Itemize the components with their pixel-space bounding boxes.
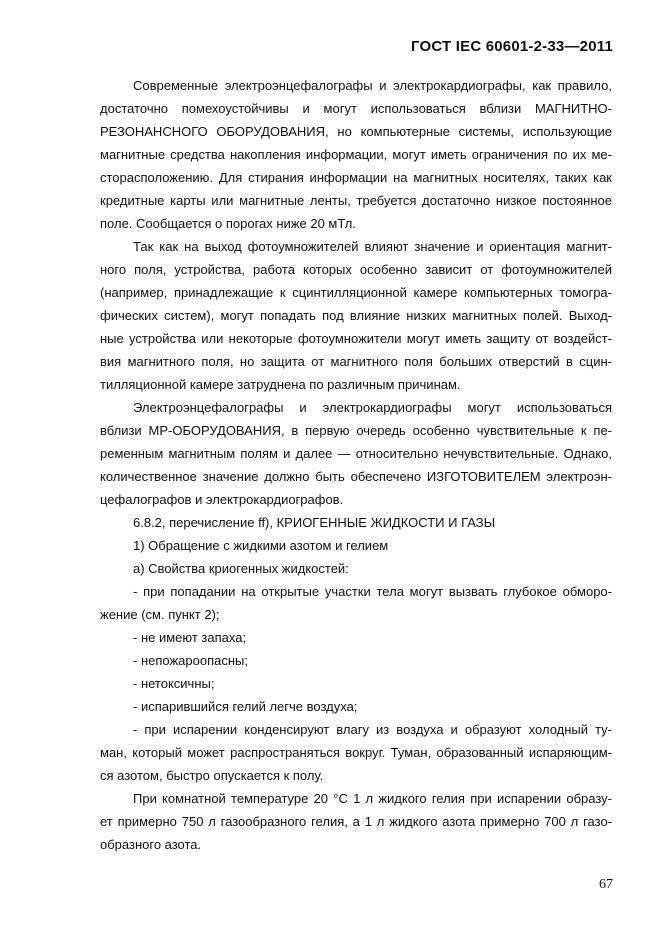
text-line: тилляционной камере затруднена по различным причинам. [100, 377, 461, 392]
document-body [100, 74, 612, 856]
text-line: кредитные карты или магнитные ленты, требуется достаточно низкое постоянное [100, 193, 612, 208]
document-header: ГОСТ IEC 60601-2-33—2011 [410, 38, 613, 55]
text-line: - непожароопасны; [133, 653, 248, 668]
text-line: образного азота. [100, 837, 202, 852]
paragraph [100, 718, 612, 787]
text-line: ман, который может распространяться вокруг. Туман, образованный испаряющим- [100, 745, 612, 760]
text-line: - нетоксичны; [133, 676, 215, 691]
text-line: вия магнитного поля, но защита от магнитного поля больших отверстий в сцин- [100, 354, 612, 369]
text-line: жение (см. пункт 2); [100, 607, 220, 622]
text-line: количественное значение должно быть обеспечено ИЗГОТОВИТЕЛЕМ электроэн- [100, 469, 612, 484]
text-line: - при испарении конденсируют влагу из воздуха и образуют холодный ту- [133, 722, 612, 737]
text-line: - не имеют запаха; [133, 630, 247, 645]
text-line: магнитные средства накопления информации, могут иметь ограничения по их ме- [100, 147, 612, 162]
text-line: ременным магнитным полям и далее — относительно нечувствительные. Однако, [100, 446, 612, 461]
paragraph [100, 557, 612, 580]
text-line: a) Свойства криогенных жидкостей: [133, 561, 349, 576]
paragraph [100, 534, 612, 557]
page-number: 67 [599, 877, 613, 892]
paragraph [100, 74, 612, 235]
text-line: фических систем), могут попадать под влияние низких магнитных полей. Выход- [100, 308, 612, 323]
paragraph [100, 626, 612, 649]
text-line: РЕЗОНАНСНОГО ОБОРУДОВАНИЯ, но компьютерные системы, использующие [100, 124, 612, 139]
text-line: сторасположению. Для стирания информации на магнитных носителях, таких как [100, 170, 612, 185]
text-line: При комнатной температуре 20 °С 1 л жидкого гелия при испарении образу- [133, 791, 612, 806]
text-line: Электроэнцефалографы и электрокардиографы могут использоваться [133, 400, 612, 415]
text-line: ет примерно 750 л газообразного гелия, а 1 л жидкого азота примерно 700 л газо- [100, 814, 612, 829]
text-line: цефалографов и электрокардиографов. [100, 492, 344, 507]
paragraph [100, 396, 612, 511]
paragraph [100, 580, 612, 626]
text-line: Современные электроэнцефалографы и электрокардиографы, как правило, [133, 78, 612, 93]
text-line: ные устройства или некоторые фотоумножители могут иметь защиту от воздейст- [100, 331, 612, 346]
paragraph [100, 235, 612, 396]
text-line: 1) Обращение с жидкими азотом и гелием [133, 538, 389, 553]
text-line: - испарившийся гелий легче воздуха; [133, 699, 358, 714]
text-line: Так как на выход фотоумножителей влияют значение и ориентация магнит- [133, 239, 612, 254]
text-line: (например, принадлежащие к сцинтилляционной камере компьютерных томогра- [100, 285, 612, 300]
text-line: достаточно помехоустойчивы и могут использоваться вблизи МАГНИТНО- [100, 101, 612, 116]
paragraph [100, 511, 612, 534]
paragraph [100, 672, 612, 695]
text-line: 6.8.2, перечисление ff), КРИОГЕННЫЕ ЖИДКОСТИ И ГАЗЫ [133, 515, 496, 530]
text-line: поле. Сообщается о порогах ниже 20 мТл. [100, 216, 356, 231]
text-line: вблизи МР-ОБОРУДОВАНИЯ, в первую очередь особенно чувствительные к пе- [100, 423, 612, 438]
text-line: ного поля, устройства, работа которых особенно зависит от фотоумножителей [100, 262, 612, 277]
paragraph [100, 649, 612, 672]
text-line: ся азотом, быстро опускается к полу. [100, 768, 324, 783]
text-line: - при попадании на открытые участки тела могут вызвать глубокое обморо- [133, 584, 612, 599]
paragraph [100, 787, 612, 856]
paragraph [100, 695, 612, 718]
